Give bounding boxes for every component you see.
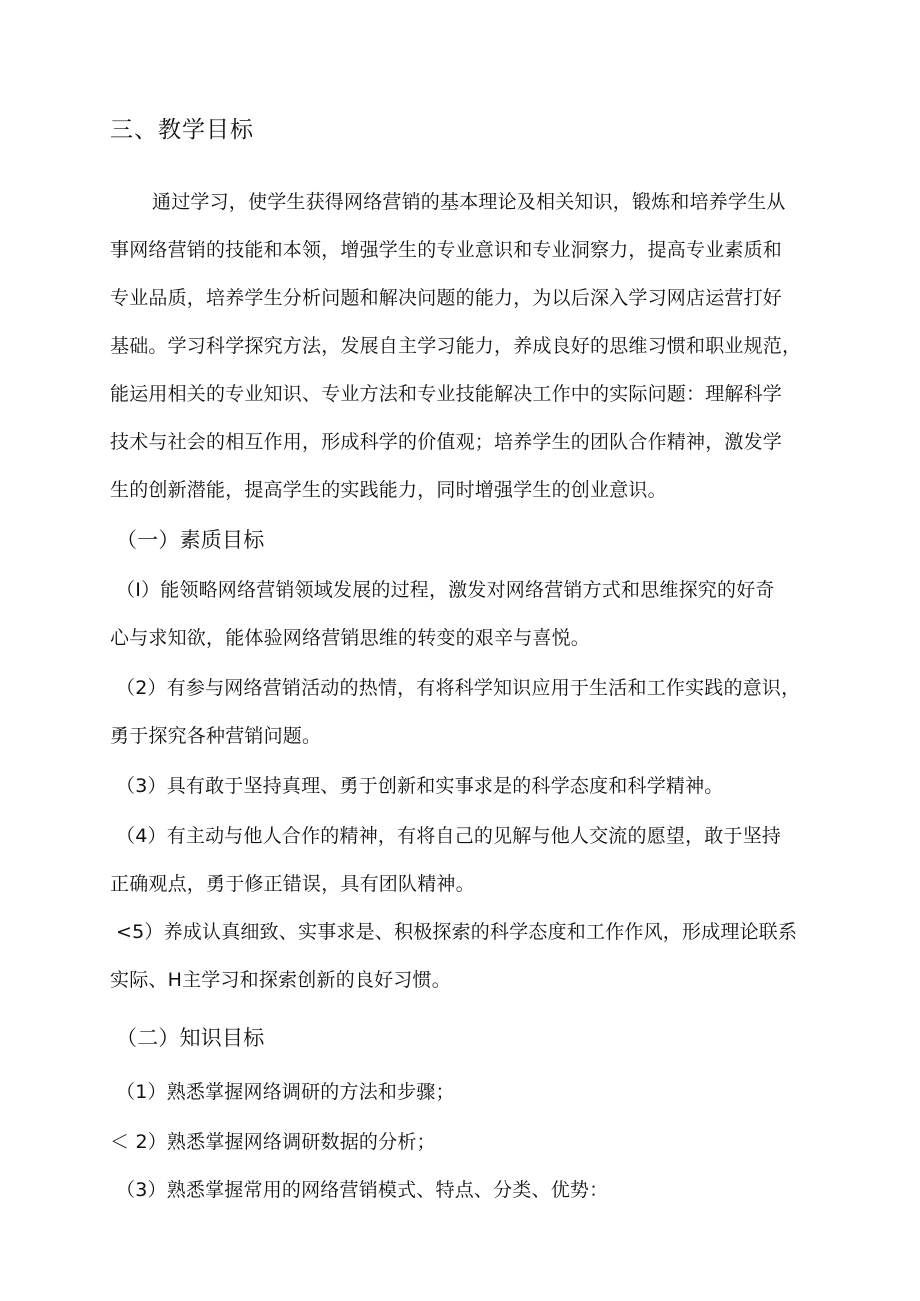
section-heading: 三、教学目标 bbox=[110, 117, 254, 143]
quality-item-line: 心与求知欲，能体验网络营销思维的转变的艰辛与喜悦。 bbox=[110, 627, 591, 649]
intro-line: 技术与社会的相互作用，形成科学的价值观；培养学生的团队合作精神，激发学 bbox=[110, 431, 783, 453]
intro-line: 生的创新潜能，提高学生的实践能力，同时增强学生的创业意识。 bbox=[110, 479, 667, 501]
quality-item-line: （3）具有敢于坚持真理、勇于创新和实事求是的科学态度和科学精神。 bbox=[116, 775, 724, 797]
knowledge-item-line: ＜ 2）熟悉掌握网络调研数据的分析； bbox=[110, 1131, 436, 1153]
quality-item-line: 勇于探究各种营销问题。 bbox=[110, 725, 322, 747]
intro-line: 通过学习，使学生获得网络营销的基本理论及相关知识，锻炼和培养学生从 bbox=[152, 191, 786, 213]
quality-item-line: （4）有主动与他人合作的精神，有将自己的见解与他人交流的愿望，敢于坚持 bbox=[116, 825, 782, 847]
quality-item-line: （I）能领略网络营销领域发展的过程，激发对网络营销方式和思维探究的好奇 bbox=[116, 579, 775, 601]
intro-line: 基础。学习科学探究方法，发展自主学习能力，养成良好的思维习惯和职业规范， bbox=[110, 335, 802, 357]
quality-item-line: （2）有参与网络营销活动的热情，有将科学知识应用于生活和工作实践的意识， bbox=[116, 677, 801, 699]
quality-item-line: 实际、H主学习和探索创新的良好习惯。 bbox=[110, 969, 451, 991]
intro-line: 专业品质，培养学生分析问题和解决问题的能力，为以后深入学习网店运营打好 bbox=[110, 287, 783, 309]
knowledge-item-line: （3）熟悉掌握常用的网络营销模式、特点、分类、优势： bbox=[116, 1179, 609, 1201]
intro-line: 事网络营销的技能和本领，增强学生的专业意识和专业洞察力，提高专业素质和 bbox=[110, 239, 783, 261]
subsection-title-quality: （一）素质目标 bbox=[116, 528, 265, 552]
subsection-title-knowledge: （二）知识目标 bbox=[116, 1026, 265, 1050]
quality-item-line: <5）养成认真细致、实事求是、积极探索的科学态度和工作作风，形成理论联系 bbox=[116, 921, 798, 943]
knowledge-item-line: （1）熟悉掌握网络调研的方法和步骤； bbox=[116, 1081, 455, 1103]
intro-line: 能运用相关的专业知识、专业方法和专业技能解决工作中的实际问题：理解科学 bbox=[110, 383, 783, 405]
quality-item-line: 正确观点，勇于修正错误，具有团队精神。 bbox=[110, 873, 475, 895]
